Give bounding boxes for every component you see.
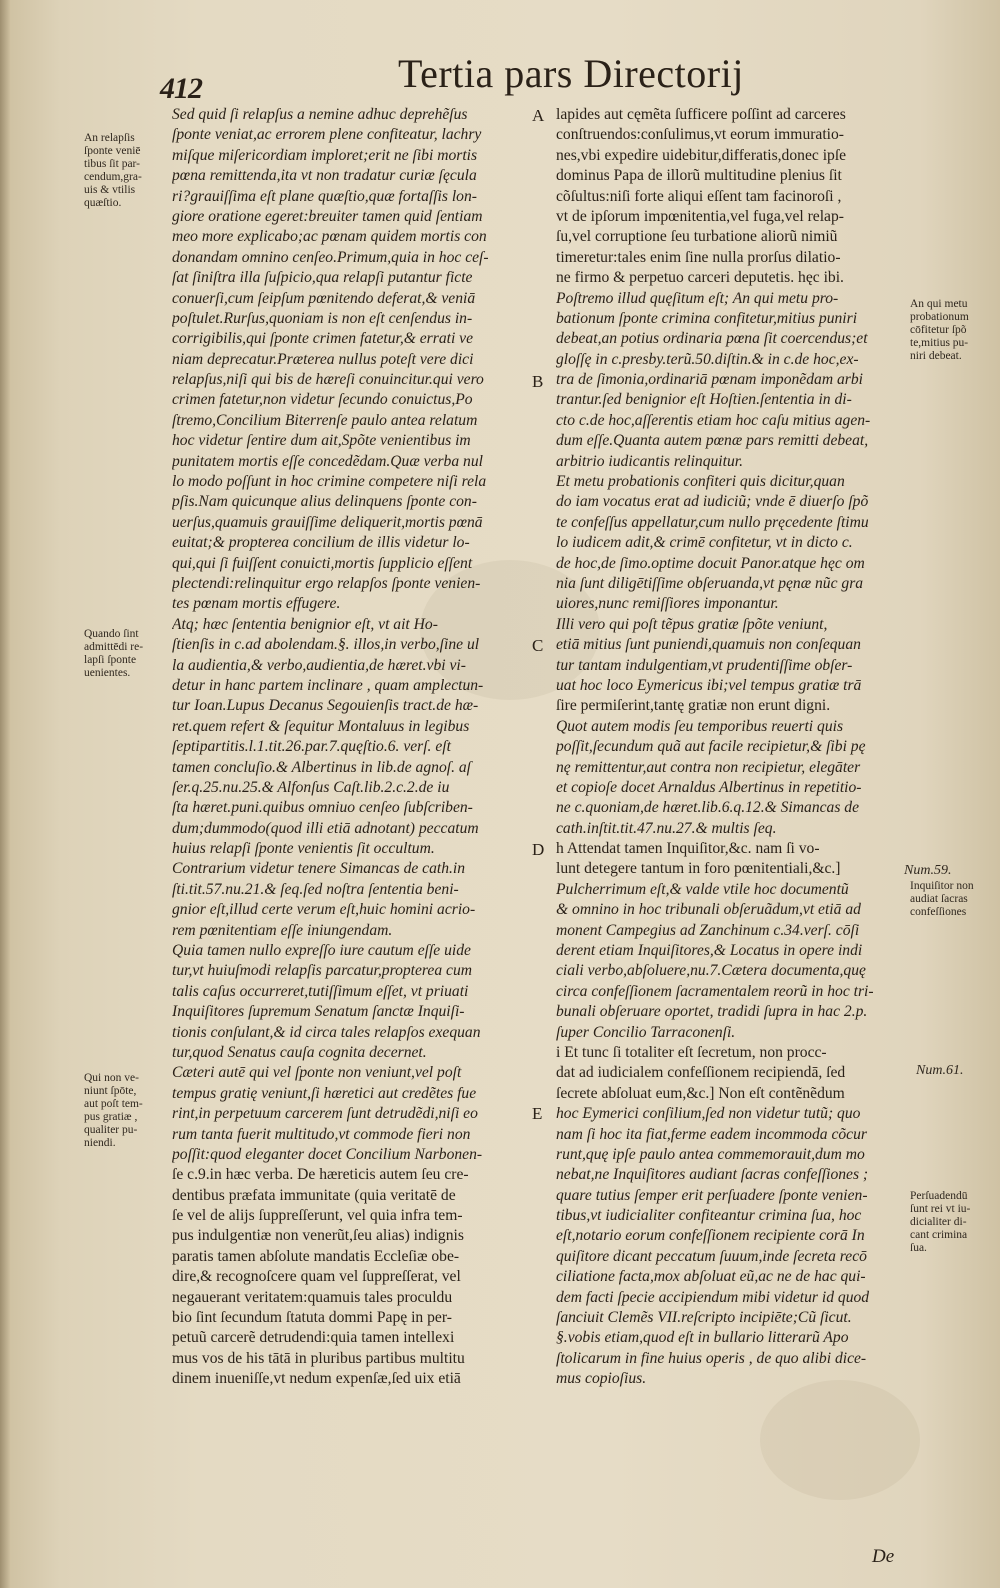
margin-note-right-5 (910, 1190, 970, 1255)
text-line: dat ad iudicialem confeſſionem recipiendā, ſed (556, 1064, 846, 1082)
text-line: tionis conſulant,& id circa tales relapſos exequan (172, 1023, 481, 1041)
text-line: Et metu probationis confiteri quis dicitur,quan (556, 473, 845, 491)
text-line: Pulcherrimum eſt,& valde vtile hoc documentũ (556, 880, 849, 898)
text-line: dentibus præfata immunitate (quia veritatē de (172, 1186, 456, 1204)
text-line: runt,quę ipſe paulo antea commemorauit,dum mo (556, 1145, 865, 1163)
text-line: ſecrete abſoluat eum,&c.] Non eſt contẽnẽdum (556, 1084, 845, 1102)
text-line: nę remittentur,aut contra non recipietur, elegāter (556, 758, 861, 776)
text-line: Quot autem modis ſeu temporibus reuerti quis (556, 717, 844, 735)
text-line: ſtremo,Concilium Biterrenſe paulo antea relatum (172, 411, 478, 429)
text-line: paratis tamen abſolute mandatis Eccleſiæ obe- (172, 1247, 460, 1265)
text-line: h Attendat tamen Inquiſitor,&c. nam ſi vo- (556, 840, 820, 858)
text-line: Poſtremo illud quęſitum eſt; An qui metu pro- (556, 289, 839, 307)
text-line: ſire permiſerint,tantę gratiæ non erunt digni. (556, 697, 831, 715)
text-line: lapides aut cęmẽta ſufficere poſſint ad carceres (556, 106, 846, 123)
text-line: ſat ſiniſtra illa ſuſpicio,qua relapſi putantur ficte (172, 269, 473, 287)
margin-note-line: qualiter pu- (84, 1124, 138, 1136)
text-line: plectendi:relinquitur ergo relapſos ſponte venien- (172, 574, 481, 592)
text-line: de hoc,de ſimo.optime docuit Panor.atque hęc om (556, 554, 865, 572)
text-line: tur Ioan.Lupus Decanus Segouienſis tract.de hæ- (172, 697, 479, 715)
margin-note-line: cant crimina (910, 1229, 968, 1241)
text-line: monent Campegius ad Zanchinum c.34.verſ. cōſi (556, 921, 860, 939)
text-line: uerſus,quamuis grauiſſime deliquerit,mortis pœnā (172, 513, 483, 531)
text-line: dire,& recognoſcere quam vel ſuppreſſerat, vel (172, 1268, 461, 1286)
text-line: cath.inſtit.tit.47.nu.27.& multis ſeq. (556, 819, 777, 837)
margin-note-line: niendi. (84, 1137, 116, 1149)
text-line: dum;dummodo(quod illi etiā adnotant) peccatum (172, 819, 479, 837)
text-line: rem pœnitentiam eſſe iniungendam. (172, 921, 393, 939)
text-line: Cæteri autē qui vel ſponte non veniunt,vel poſt (172, 1064, 462, 1082)
text-line: rum tanta fuerit multitudo,vt commode fieri non (172, 1125, 471, 1143)
text-line: nebat,ne Inquiſitores audiant ſacras confeſſiones ; (556, 1166, 869, 1184)
margin-note-line: An relapſis (84, 132, 135, 144)
text-line: pſis.Nam quicunque alius delinquens ſponte con- (172, 493, 477, 511)
section-letter-d: D (532, 840, 545, 859)
text-line: ſanciuit Clemẽs VII.reſcripto incipiēte;Cũ ſicut. (556, 1309, 852, 1327)
text-line: tempus gratię veniunt,ſi hæretici aut credẽtes fue (172, 1084, 477, 1102)
text-line: pus indulgentiæ non venerũt,ſeu alias) indignis (172, 1227, 464, 1245)
text-line: niam deprecatur.Præterea nullus poteſt vere dici (172, 350, 474, 368)
text-line: miſque miſericordiam imploret;erit ne ſibi mortis (172, 146, 478, 164)
text-line: tur,vt huiuſmodi relapſis parcatur,propterea cum (172, 962, 473, 980)
margin-note-line: admittēdi re- (84, 641, 144, 653)
margin-note-line: Num.61. (916, 1063, 964, 1078)
text-line: ſe c.9.in hæc verba. De hæreticis autem ſeu cre- (172, 1166, 469, 1184)
text-line: hoc Eymerici conſilium,ſed non videtur tutũ; quo (556, 1105, 861, 1123)
text-line: timeretur:tales enim ſine nulla prorſus dilatio- (556, 248, 841, 266)
text-line: detur in hanc partem inclinare , quam amplectun- (172, 676, 484, 694)
text-line: nes,vbi expedire uidebitur,differatis,donec ipſe (556, 146, 847, 164)
margin-note-left-1 (84, 132, 142, 210)
text-line: ſponte veniat,ac errorem plene confiteatur, lachry (172, 126, 482, 144)
margin-note-right-3 (910, 880, 974, 919)
text-line: uat hoc loco Eymericus ibi;vel tempus gratiæ trā (556, 676, 862, 694)
text-line: gloſſę in c.presby.terũ.50.diſtin.& in c.de hoc,ex- (556, 350, 859, 368)
text-line: arbitrio iudicantis relinquitur. (556, 452, 743, 470)
text-line: tur,quod Senatus cauſa cognita decernet. (172, 1043, 427, 1061)
margin-note-line: uenientes. (84, 667, 131, 679)
text-line: poſſit,ſecundum quã aut facile recipietur,& ſibi pę (556, 738, 866, 756)
right-text-column (556, 105, 906, 1390)
text-line: cto c.de hoc,aſſerentis etiam hoc caſu mitius agen- (556, 411, 871, 429)
text-line: nia ſunt diligētiſſime obſeruanda,vt pęnæ nũc gra (556, 574, 864, 592)
text-line: ſeptipartitis.l.1.tit.26.par.7.quęſtio.6. verſ. eſt (172, 738, 451, 756)
margin-note-line: quæſtio. (84, 197, 122, 209)
margin-note-line: tibus ſit par- (84, 158, 140, 170)
left-text-column (172, 105, 532, 1390)
text-line: ſer.q.25.nu.25.& Alfonſus Caſt.lib.2.c.2.de iu (172, 778, 450, 796)
section-letter-c: C (532, 636, 544, 655)
text-line: poſſit:quod eleganter docet Concilium Narbonen- (172, 1145, 483, 1163)
margin-note-line: Num.59. (904, 863, 952, 878)
text-line: do iam vocatus erat ad iudiciũ; vnde ē diuerſo ſpõ (556, 493, 869, 511)
text-line: gnior eſt,illud certe verum eſt,huic homini acrio- (172, 901, 476, 919)
text-line: tra de ſimonia,ordinariā pœnam imponẽdam arbi (556, 371, 863, 389)
text-line: meo more explicabo;ac pœnam quidem mortis con (172, 228, 487, 246)
text-line: tibus,vt iudicialiter confiteantur crimina ſua, hoc (556, 1207, 862, 1225)
text-line: Contrarium videtur tenere Simancas de cath.in (172, 860, 466, 878)
margin-note-line: aut poſt tem- (84, 1098, 143, 1110)
text-line: donandam omnino cenſeo.Primum,quia in hoc ceſ- (172, 248, 489, 266)
section-letter-b: B (532, 372, 544, 391)
text-line: punitatem mortis eſſe concedẽdam.Quæ verba nul (172, 452, 483, 470)
text-line: lunt detegere tantum in foro pœnitentiali,&c.] (556, 860, 841, 878)
text-line: ciali verbo,abſoluere,nu.7.Cætera documenta,quę (556, 962, 866, 980)
text-line: ri?grauiſſima eſt plane quæſtio,quæ fortaſſis lon- (172, 187, 477, 205)
text-line: nam ſi hoc ita fiat,ferme eadem incommoda cõcur (556, 1125, 867, 1143)
text-line: relapſus,niſi qui bis de hæreſi conuincitur.qui vero (172, 371, 484, 389)
page-number: 412 (160, 72, 202, 105)
text-line: conuerſi,cum ſeipſum pœnitendo deferat,& veniā (172, 289, 476, 307)
text-line: hoc videtur ſentire dum ait,Spõte venientibus im (172, 432, 471, 450)
text-line: Atq; hæc ſententia benignior eſt, vt ait Ho- (172, 615, 438, 633)
text-line: dominus Papa de illorũ multitudine plenius ſit (556, 167, 842, 185)
page-gutter-shadow (0, 0, 10, 1588)
margin-note-line: uis & vtilis (84, 184, 136, 196)
margin-note-right-1 (910, 298, 969, 363)
text-line: crimen fatetur,non videtur ſecundo conuictus,Po (172, 391, 473, 409)
margin-note-right-4 (916, 1064, 963, 1077)
text-line: tur tantam indulgentiam,vt prudentiſſime obſer- (556, 656, 853, 674)
text-line: dinem inueniſſe,vt nedum expenſæ,ſed uix etiā (172, 1370, 461, 1388)
margin-note-line: audiat ſacras (910, 893, 968, 905)
text-line: ne firmo & perpetuo carceri deputetis. hęc ibi. (556, 269, 844, 287)
text-line: lo modo poſſunt in hoc crimine competere niſi rela (172, 473, 487, 491)
margin-note-line: Inquiſitor non (910, 880, 974, 892)
text-line: ciliatione facta,mox abſoluat eũ,ac ne de hac qui- (556, 1268, 866, 1286)
text-line: la audientia,& verbo,audientia,de hæret.vbi vi- (172, 656, 466, 674)
text-line: Sed quid ſi relapſus a nemine adhuc deprehẽſus (172, 106, 468, 123)
margin-note-line: niunt ſpōte, (84, 1085, 137, 1097)
text-line: mus vos de his tātā in pluribus partibus multitu (172, 1349, 465, 1367)
text-line: bunali obſeruare oportet, tradidi ſupra in hac 2.p. (556, 1003, 868, 1021)
text-line: circa confeſſionem ſacramentalem reorũ in hoc tri- (556, 982, 874, 1000)
margin-note-left-3 (84, 1072, 143, 1150)
text-line: ſu,vel corruptione ſeu turbatione aliorũ nimiũ (556, 228, 838, 246)
text-line: negauerant veritatem:quamuis tales proculdu (172, 1288, 453, 1306)
text-line: Inquiſitores ſupremum Senatum ſanctæ Inquiſi- (172, 1003, 465, 1021)
text-line: vt de ipſorum impœnitentia,vel fuga,vel relap- (556, 207, 844, 225)
text-line: etiā mitius ſunt puniendi,quamuis non conſequan (556, 636, 861, 654)
text-line: eſt,notario eorum confeſſionem recipiente corā In (556, 1227, 865, 1245)
text-line: conſtruendos:conſulimus,vt eorum immuratio- (556, 126, 845, 144)
text-line: quare tutius ſemper erit perſuadere ſponte venien- (556, 1186, 868, 1204)
text-line: ne c.quoniam,de hæret.lib.6.q.12.& Simancas de (556, 799, 860, 817)
margin-note-line: cendum,gra- (84, 171, 142, 183)
text-line: ret.quem refert & ſequitur Montaluus in legibus (172, 717, 470, 735)
text-line: bationum ſponte crimina confitetur,mitius puniri (556, 309, 858, 327)
margin-note-line: Qui non ve- (84, 1072, 139, 1084)
margin-note-left-2 (84, 628, 143, 680)
text-line: et copioſe docet Arnaldus Albertinus in repetitio- (556, 778, 862, 796)
text-line: ſta hæret.puni.quibus omniuo cenſeo ſubſcriben- (172, 799, 473, 817)
text-line: dem facti ſpecie accipiendum mibi videtur id quod (556, 1288, 870, 1306)
text-line: tes pœnam mortis effugere. (172, 595, 341, 613)
text-line: euitat;& propterea concilium de illis videtur lo- (172, 534, 470, 552)
text-line: ſe vel de alijs ſuppreſſerunt, vel quia infra tem- (172, 1207, 463, 1225)
text-line: debeat,an potius ordinaria pœna ſit coercendus;et (556, 330, 868, 348)
running-title: Tertia pars Directorij (398, 51, 744, 96)
margin-note-line: Quando ſint (84, 628, 139, 640)
text-line: ſtolicarum in fine huius operis , de quo alibi dice- (556, 1349, 867, 1367)
margin-note-line: An qui metu (910, 298, 968, 310)
text-line: ſuper Concilio Tarraconenſi. (556, 1023, 736, 1041)
text-line: petuũ carcerẽ detrudendi:quia tamen intellexi (172, 1329, 455, 1347)
text-line: giore oratione egeret:breuiter tamen quid ſentiam (172, 207, 483, 225)
text-line: dum eſſe.Quanta autem pœnæ pars remitti debeat, (556, 432, 869, 450)
margin-note-line: Perſuadendū (910, 1190, 968, 1202)
text-line: mus copioſius. (556, 1370, 647, 1388)
text-line: huius relapſi ſponte venientis ſit occultum. (172, 840, 435, 858)
text-line: corrigibilis,qui ſponte crimen fatetur,& errati ve (172, 330, 474, 348)
text-line: tamen concluſio.& Albertinus in lib.de agnoſ. aſ (172, 758, 471, 776)
text-line: bio ſint ſecundum ſtatuta dommi Papę in per- (172, 1309, 452, 1327)
text-line: lo iudicem adit,& crimē confitetur, vt in dicto c. (556, 534, 853, 552)
text-line: quiſitore dicant peccatum ſuuum,inde ſecreta recō (556, 1247, 867, 1265)
paper-stain (760, 1380, 920, 1500)
text-line: cõſultus:niſi forte aliqui eſſent tam facinoroſi , (556, 187, 842, 205)
text-line: talis caſus occurreret,tutiſſimum eſſet, vt priuati (172, 982, 469, 1000)
margin-note-line: dicialiter di- (910, 1216, 967, 1228)
text-line: te confeſſus appellatur,cum nullo pręcedente ſtimu (556, 513, 869, 531)
text-line: qui,qui ſi fuiſſent conuicti,mortis ſupplicio eſſent (172, 554, 473, 572)
margin-note-line: ſponte veniē (84, 145, 141, 157)
text-line: uiores,nunc remiſſiores imponantur. (556, 595, 779, 613)
text-line: & omnino in hoc tribunali obſeruãdum,vt etiā ad (556, 901, 861, 919)
catchword: De (872, 1546, 895, 1567)
margin-note-right-2 (904, 864, 951, 877)
text-line: pœna remittenda,ita vt non tradatur curiæ ſęcula (172, 167, 477, 185)
margin-note-line: confeſſiones (910, 906, 967, 918)
text-line: §.vobis etiam,quod eſt in bullario litterarũ Apo (556, 1329, 849, 1347)
text-line: i Et tunc ſi totaliter eſt ſecretum, non procc- (556, 1043, 827, 1061)
margin-note-line: pus gratiæ , (84, 1111, 138, 1123)
text-line: poſtulet.Rurſus,quoniam is non eſt cenſendus in- (172, 309, 473, 327)
margin-note-line: ſua. (910, 1242, 927, 1254)
section-letter-a: A (532, 106, 545, 125)
margin-note-line: probationum (910, 311, 969, 323)
margin-note-line: niri debeat. (910, 350, 962, 362)
text-line: ſti.tit.57.nu.21.& ſeq.ſed noſtra ſententia beni- (172, 880, 459, 898)
text-line: Illi vero qui poſt tẽpus gratiæ ſpõte veniunt, (556, 615, 828, 633)
margin-note-line: cōfitetur ſpõ (910, 324, 967, 336)
text-line: rint,in perpetuum carcerem ſunt detrudẽdi,niſi eo (172, 1105, 478, 1123)
margin-note-line: lapſi ſponte (84, 654, 137, 666)
margin-note-line: te,mitius pu- (910, 337, 969, 349)
section-letter-e: E (532, 1104, 543, 1123)
text-line: ſtienſis in c.ad abolendam.§. illos,in verbo,ſine ul (172, 636, 480, 654)
text-line: trantur.ſed benignior eſt Hoſtien.ſententia in di- (556, 391, 852, 409)
text-line: Quia tamen nullo expreſſo iure cautum eſſe uide (172, 942, 471, 960)
text-line: derent etiam Inquiſitores,& Locatus in opere indi (556, 942, 863, 960)
margin-note-line: ſunt rei vt iu- (910, 1203, 971, 1215)
